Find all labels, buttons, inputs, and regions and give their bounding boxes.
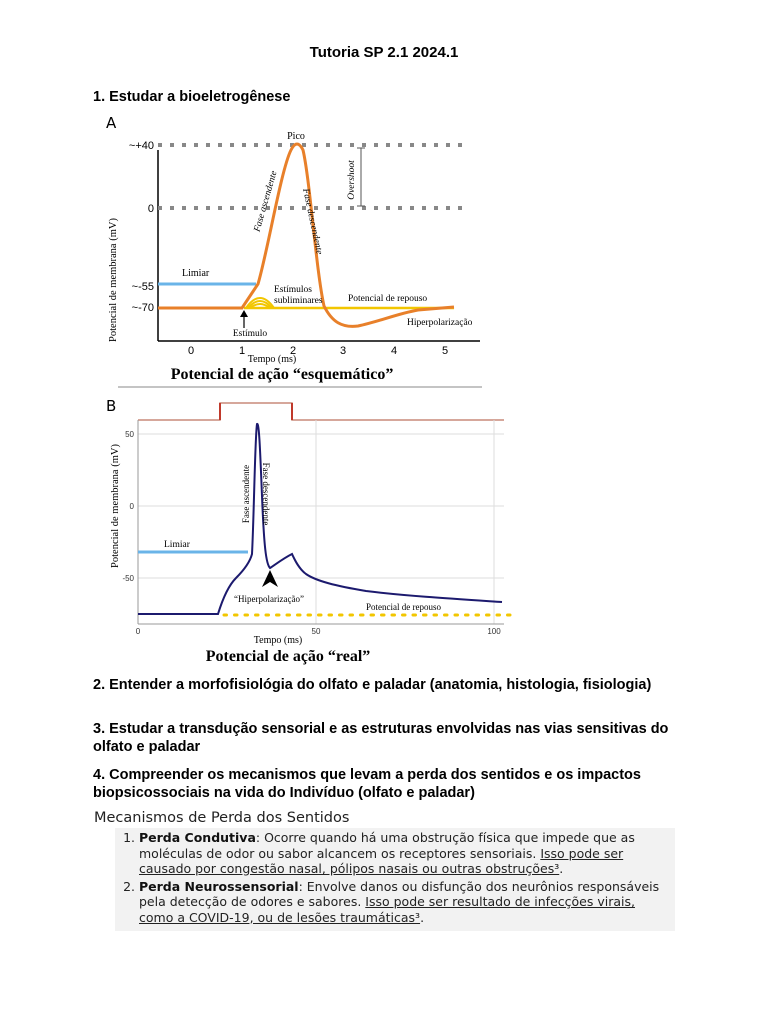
mechanism-text: : Ocorre quando há uma obstrução física que impede que as moléculas de odor ou sabor alcancem os receptores sensoriais.: [139, 830, 635, 861]
figure-a-limiar-label: Limiar: [182, 268, 210, 279]
figure-a-xtick: 3: [339, 345, 347, 357]
figure-a-xtick: 0: [187, 345, 195, 357]
figure-a-ytick: ~+40: [128, 140, 154, 152]
figure-b-ytick: 50: [125, 430, 134, 439]
mechanism-term: Perda Condutiva: [139, 830, 256, 845]
figure-a-ytick: ~-70: [131, 302, 154, 314]
figure-a-xtick: 2: [289, 345, 297, 357]
figure-b-caption: Potencial de ação “real”: [205, 648, 371, 665]
figure-a-resting-label: Potencial de repouso: [348, 294, 428, 304]
figure-a-ylabel: Potencial de membrana (mV): [108, 218, 119, 342]
mechanism-term: Perda Neurossensorial: [139, 878, 299, 894]
figure-a-pico-label: Pico: [287, 131, 305, 142]
figure-a-stimulus-label: Estímulo: [232, 329, 268, 339]
mechanism-source-link[interactable]: Isso pode ser resultado de infecções virais, como a COVID-19, ou de lesões traumáticas³: [139, 894, 635, 925]
figure-b-action-potential: [96, 396, 516, 666]
figure-b-limiar-label: Limiar: [164, 540, 190, 550]
figure-a-action-potential: [96, 110, 496, 392]
mechanisms-list: [115, 830, 667, 925]
figure-b-action-potential-curve: [138, 424, 502, 614]
list-item: 1. Perda Condutiva: Ocorre quando há uma obstrução física que impede que as moléculas de odor ou sabor alcancem os receptores sensoriais. Isso pode ser causado por congestão nasal, pólipos nasais ou outras obstruções³.: [139, 830, 667, 877]
figure-a-ytick: ~-55: [131, 281, 154, 293]
figure-a-xtick: 1: [238, 345, 246, 357]
mechanism-text: : Envolve danos ou disfunção dos neurônios responsáveis pela detecção de odores e sabores.: [139, 878, 660, 909]
list-item: 2. Perda Neurossensorial: Envolve danos ou disfunção dos neurônios responsáveis pela detecção de odores e sabores. Isso pode ser resultado de infecções virais, como a COVID-19, ou de lesões traumáticas³.: [139, 879, 667, 926]
heading-4: 4. Compreender os mecanismos que levam a perda dos sentidos e os impactos biopsicossociais na vida do Indivíduo (olfato e paladar): [93, 767, 641, 801]
figure-b-rising-phase-label: Fase ascendente: [241, 464, 251, 524]
mechanisms-box: [115, 828, 675, 931]
figure-a-xlabel: Tempo (ms): [247, 354, 297, 365]
figure-b-xtick: 50: [311, 627, 321, 636]
figure-a-rising-phase-label: Fase ascendente: [252, 169, 280, 234]
figure-b-xtick: 0: [135, 627, 141, 636]
figure-b-letter: B: [106, 397, 117, 415]
figure-a-falling-phase-label: Fase descendente: [300, 187, 324, 256]
figure-a-xtick: 5: [441, 345, 449, 357]
mechanism-source-link[interactable]: Isso pode ser causado por congestão nasal, pólipos nasais ou outras obstruções³: [139, 845, 624, 876]
figure-a-letter: A: [106, 114, 117, 132]
figure-b-ylabel: Potencial de membrana (mV): [110, 444, 121, 568]
figure-a-subliminal-label: Estímulos: [274, 285, 313, 295]
figure-a-xtick: 4: [390, 345, 398, 357]
figure-b-falling-phase-label: Fase descendente: [261, 462, 271, 526]
heading-2: 2. Entender a morfofisiológia do olfato e paladar (anatomia, histologia, fisiologia): [93, 677, 652, 693]
figure-b-xtick: 100: [487, 627, 501, 636]
figure-b-xlabel: Tempo (ms): [253, 635, 303, 646]
page-title: Tutoria SP 2.1 2024.1: [309, 44, 459, 61]
figure-a-caption: Potencial de ação “esquemático”: [170, 366, 394, 383]
mechanisms-section: [93, 810, 675, 931]
figure-b-ytick: -50: [122, 574, 134, 583]
figure-a-hyperpolarization-label: Hiperpolarização: [407, 318, 473, 328]
figure-b-stimulus-trace: [138, 403, 504, 420]
mechanisms-title: Mecanismos de Perda dos Sentidos: [94, 810, 350, 826]
figure-a-overshoot-label: Overshoot: [347, 160, 357, 200]
figure-a-ytick: 0: [147, 203, 154, 215]
figure-b-ytick: 0: [129, 502, 134, 511]
heading-3: 3. Estudar a transdução sensorial e as estruturas envolvidas nas vias sensitivas do olfato e paladar: [93, 721, 669, 755]
figure-a-subliminal-label: subliminares: [274, 296, 323, 306]
figure-b-hyperpolarization-label: “Hiperpolarização”: [234, 594, 304, 604]
heading-1: 1. Estudar a bioeletrogênese: [93, 89, 291, 105]
figure-b-resting-label: Potencial de repouso: [366, 602, 441, 612]
